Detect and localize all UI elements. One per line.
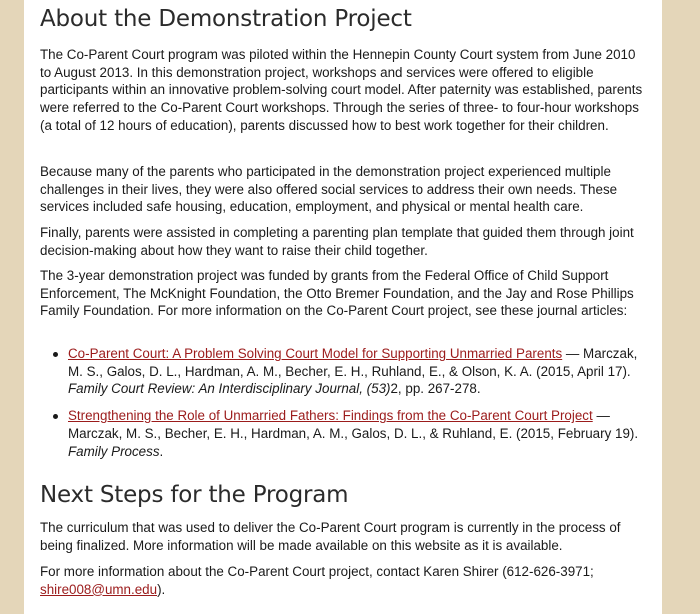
- about-paragraph-2: Because many of the parents who participated in the demonstration project experienced multiple challenges in their lives, they were also offered social services to address their own needs. These services included safe housing, education, employment, and physical or mental health care.: [40, 164, 618, 215]
- article-item: [40, 407, 648, 460]
- contact-prefix: For more information about the Co-Parent Court project, contact Karen Shirer (612-626-3971;: [40, 564, 594, 579]
- bullet-icon: [53, 352, 58, 357]
- article-tail: .: [159, 443, 164, 459]
- article-journal: Family Court Review: An Interdisciplinary Journal, (53): [68, 381, 391, 397]
- next-steps-paragraph: The curriculum that was used to deliver the Co-Parent Court program is currently in the process of being finalized. More information will be made available on this website as it is available.: [40, 520, 621, 553]
- article-dash: —: [562, 346, 580, 361]
- article-authors: Marczak, M. S., Galos, D. L., Hardman, A. M., Becher, E. H., Ruhland, E., & Olson, K. A. (2015, April 17).: [68, 346, 638, 379]
- article-item: [40, 345, 648, 398]
- contact-suffix: ).: [157, 581, 166, 597]
- contact-paragraph: [40, 563, 648, 598]
- about-paragraph-1: The Co-Parent Court program was piloted within the Hennepin County Court system from June 2010 to August 2013. In this demonstration project, workshops and services were offered to eligible participants within an innovative problem-solving court model. After paternity was established, parents were referred to the Co-Parent Court workshops. Through the series of three- to four-hour workshops (a total of 12 hours of education), parents discussed how to best work together for their children.: [40, 47, 643, 133]
- article-dash: —: [592, 408, 610, 424]
- article-journal: Family Process: [68, 443, 160, 459]
- content-page: [24, 0, 662, 614]
- article-authors: Marczak, M. S., Becher, E. H., Hardman, A. M., Galos, D. L., & Ruhland, E. (2015, February 19).: [68, 425, 639, 441]
- about-heading: About the Demonstration Project: [40, 6, 412, 32]
- about-paragraph-3: Finally, parents were assisted in completing a parenting plan template that guided them through joint decision-making about how they want to raise their child together.: [40, 225, 634, 258]
- article-link-2[interactable]: Strengthening the Role of Unmarried Fathers: Findings from the Co-Parent Court Project: [68, 408, 593, 424]
- about-paragraph-4: The 3-year demonstration project was funded by grants from the Federal Office of Child Support Enforcement, The McKnight Foundation, the Otto Bremer Foundation, and the Jay and Rose Phillips Family Foundation. For more information on the Co-Parent Court project, see these journal articles:: [40, 268, 634, 319]
- article-tail: 2, pp. 267-278.: [390, 381, 481, 397]
- bullet-icon: [53, 414, 58, 419]
- contact-email-link[interactable]: shire008@umn.edu: [40, 581, 158, 597]
- articles-list: [40, 345, 648, 469]
- next-steps-heading: Next Steps for the Program: [40, 482, 349, 508]
- article-link-1[interactable]: Co-Parent Court: A Problem Solving Court Model for Supporting Unmarried Parents: [68, 346, 563, 361]
